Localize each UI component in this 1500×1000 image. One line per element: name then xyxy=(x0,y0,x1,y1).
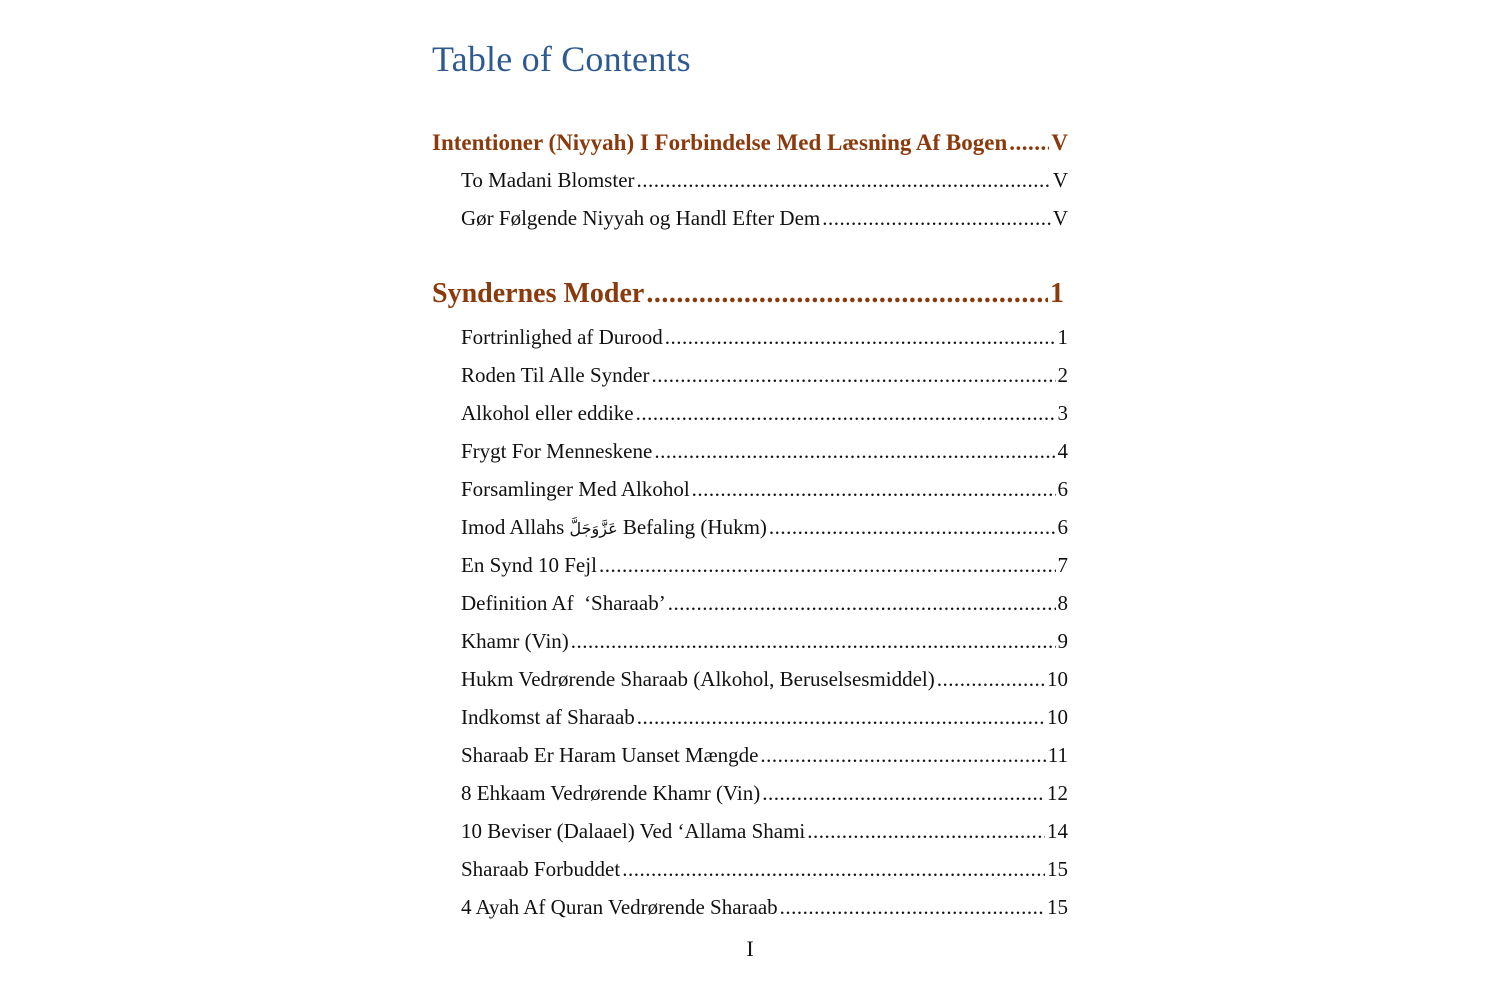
dot-leader xyxy=(780,895,1045,920)
toc-page-number: V xyxy=(1051,130,1068,155)
dot-leader xyxy=(651,363,1055,388)
toc-page-number: 10 xyxy=(1047,667,1068,691)
toc-entry[interactable] xyxy=(461,781,1068,806)
toc-entry[interactable] xyxy=(461,667,1068,692)
toc-entry[interactable] xyxy=(461,629,1068,654)
toc-page-number: V xyxy=(1052,168,1068,192)
toc-page-number: 1 xyxy=(1050,278,1064,309)
dot-leader xyxy=(822,206,1051,231)
toc-entry[interactable] xyxy=(461,553,1068,578)
toc-entry[interactable] xyxy=(461,168,1068,193)
toc-entry-label xyxy=(461,515,767,540)
toc-entry-label: To Madani Blomster xyxy=(461,168,635,192)
toc-entry[interactable] xyxy=(461,401,1068,426)
page-title: Table of Contents xyxy=(432,39,691,79)
toc-entry[interactable] xyxy=(461,439,1068,464)
toc-entry-label-pre: Imod Allahs xyxy=(461,515,565,539)
toc-entry-label: 10 Beviser (Dalaael) Ved ‘Allama Shami xyxy=(461,819,806,843)
dot-leader xyxy=(760,743,1045,768)
toc-page-number: 2 xyxy=(1057,363,1068,387)
dot-leader xyxy=(665,325,1056,350)
dot-leader xyxy=(599,553,1056,578)
toc-entry-label: Gør Følgende Niyyah og Handl Efter Dem xyxy=(461,206,821,230)
toc-entry-label: 8 Ehkaam Vedrørende Khamr (Vin) xyxy=(461,781,761,805)
dot-leader xyxy=(637,705,1045,730)
toc-page-number: 1 xyxy=(1057,325,1068,349)
toc-page-number: V xyxy=(1052,206,1068,230)
toc-entry-label: Fortrinlighed af Durood xyxy=(461,325,663,349)
toc-entry[interactable] xyxy=(461,857,1068,882)
dot-leader xyxy=(937,667,1045,692)
toc-entry[interactable] xyxy=(461,206,1068,231)
toc-entry[interactable] xyxy=(461,325,1068,350)
dot-leader xyxy=(654,439,1055,464)
dot-leader xyxy=(762,781,1045,806)
dot-leader xyxy=(668,591,1056,616)
toc-entry-label: Indkomst af Sharaab xyxy=(461,705,635,729)
toc-page-number: 12 xyxy=(1047,781,1068,805)
toc-entry-label: Sharaab Forbuddet xyxy=(461,857,621,881)
dot-leader xyxy=(646,278,1048,310)
toc-page-number: 4 xyxy=(1057,439,1068,463)
toc-entry-label: Forsamlinger Med Alkohol xyxy=(461,477,690,501)
toc-entry[interactable] xyxy=(461,363,1068,388)
toc-entry-label: En Synd 10 Fejl xyxy=(461,553,597,577)
toc-page-number: 15 xyxy=(1047,895,1068,919)
dot-leader xyxy=(637,168,1051,193)
dot-leader xyxy=(622,857,1045,882)
toc-page-number: 10 xyxy=(1047,705,1068,729)
dot-leader xyxy=(692,477,1056,502)
toc-entry[interactable] xyxy=(461,743,1068,768)
toc-entry[interactable] xyxy=(461,477,1068,502)
toc-entry[interactable] xyxy=(461,705,1068,730)
toc-entry-label-post: Befaling (Hukm) xyxy=(622,515,767,539)
dot-leader xyxy=(571,629,1056,654)
page-number-footer: I xyxy=(746,936,754,961)
toc-entry[interactable] xyxy=(461,591,1068,616)
toc-chapter-syndernes-moder[interactable] xyxy=(432,278,1064,310)
toc-chapter-intentioner[interactable] xyxy=(432,130,1068,156)
toc-entry[interactable] xyxy=(461,819,1068,844)
toc-entry-label: 4 Ayah Af Quran Vedrørende Sharaab xyxy=(461,895,778,919)
toc-page-number: 15 xyxy=(1047,857,1068,881)
dot-leader xyxy=(807,819,1045,844)
arabic-honorific: عَزَّوَجَلَّ xyxy=(569,519,618,538)
toc-page-number: 9 xyxy=(1057,629,1068,653)
toc-chapter-label: Intentioner (Niyyah) I Forbindelse Med Læsning Af Bogen xyxy=(432,130,1008,155)
dot-leader xyxy=(1009,130,1049,156)
toc-page-number: 11 xyxy=(1047,743,1068,767)
toc-page-number: 7 xyxy=(1057,553,1068,577)
toc-page-number: 3 xyxy=(1057,401,1068,425)
toc-entry-label: Khamr (Vin) xyxy=(461,629,569,653)
toc-entry-label: Definition Af ‘Sharaab’ xyxy=(461,591,666,615)
toc-entry-label: Roden Til Alle Synder xyxy=(461,363,650,387)
toc-page-number: 8 xyxy=(1057,591,1068,615)
dot-leader xyxy=(636,401,1056,426)
toc-entry-label: Frygt For Menneskene xyxy=(461,439,653,463)
toc-entry-label: Hukm Vedrørende Sharaab (Alkohol, Beruselsesmiddel) xyxy=(461,667,935,691)
toc-entry-label: Sharaab Er Haram Uanset Mængde xyxy=(461,743,759,767)
dot-leader xyxy=(769,515,1056,540)
toc-entry[interactable] xyxy=(461,515,1068,540)
toc-entry[interactable] xyxy=(461,895,1068,920)
toc-page-number: 6 xyxy=(1057,477,1068,501)
toc-page-number: 6 xyxy=(1057,515,1068,539)
toc-chapter-label: Syndernes Moder xyxy=(432,278,645,309)
toc-page-number: 14 xyxy=(1047,819,1068,843)
toc-entry-label: Alkohol eller eddike xyxy=(461,401,634,425)
